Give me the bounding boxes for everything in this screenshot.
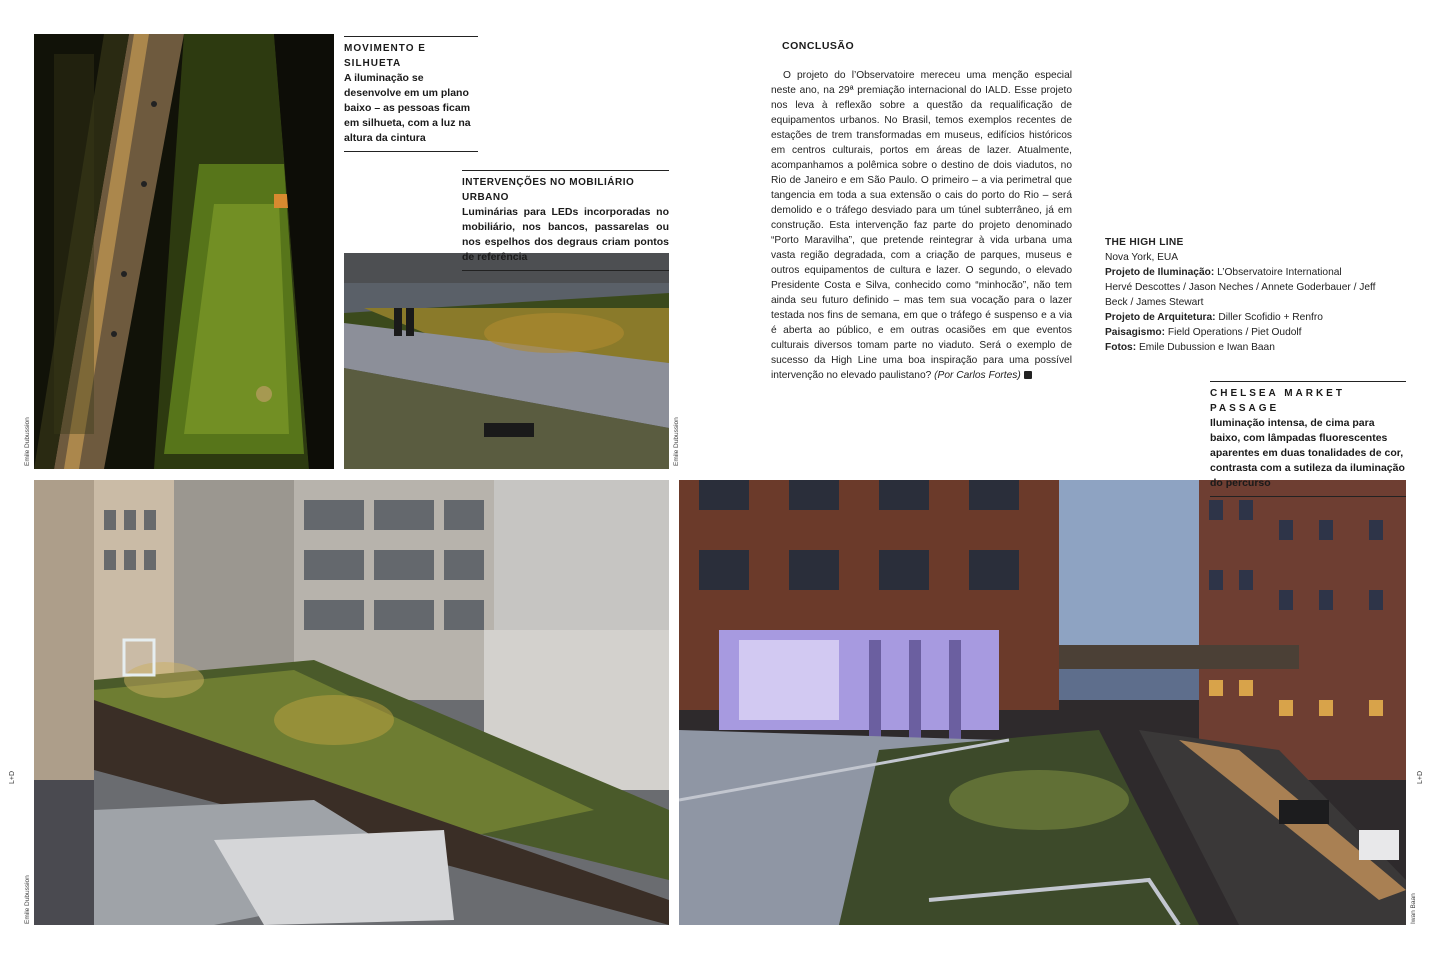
conclusao-body [771, 68, 1072, 383]
page-mark-left: L+D [9, 770, 17, 785]
conclusao-text: O projeto do l’Observatoire mereceu uma menção especial neste ano, na 29ª premiação internacional do IALD. Esse projeto nos leva à reflexão sobre a questão da requalificação de equipamentos urbanos. No Brasil, temos exemplos recentes de estações de trem transformadas em museus, edifícios históricos em centros culturais, portos em áreas de lazer. Atualmente, acompanhamos a polêmica sobre o destino de dois viadutos, no Rio de Janeiro e em São Paulo. O primeiro – a via perimetral que tangencia em toda a sua extensão o cais do porto do Rio – será demolido e o tráfego desviado para um túnel subterrâneo, já em construção. Esta intervenção faz parte do projeto denominado “Porto Maravilha”, que pretende reintegrar à vida urbana uma vasta região degradada, com a criação de parques, museus e outros equipamentos de cultura e lazer. O segundo, o elevado Presidente Costa e Silva, conhecido como “minhocão”, não tem ainda seu futuro definido – mas tem sua vocação para o lazer testada nos fins de semana, em que o tráfego é suspenso e a via é aberta ao público, e em outras ocasiões em que eventos culturais diversos tomam parte no viaduto. Será o exemplo de sucesso da High Line uma boa inspiração para uma possível intervenção no elevado paulistano? [771, 70, 1072, 381]
photo-credit-bottom-left: Emile Dubussion [24, 875, 31, 924]
credit-landscape-label: Paisagismo: [1105, 327, 1166, 338]
photo-elevated-park-art [34, 480, 669, 925]
caption-movimento [344, 36, 478, 152]
photo-chelsea-market-passage [679, 480, 1406, 925]
photo-aerial-walkway [34, 34, 334, 469]
page-mark-right: L+D [1417, 770, 1425, 785]
caption-chelsea-body: Iluminação intensa, de cima para baixo, com lâmpadas fluorescentes aparentes em duas tonalidades de cor, contrasta com a sutileza da iluminação do percurso [1210, 416, 1406, 497]
caption-chelsea [1210, 381, 1406, 497]
project-name: THE HIGH LINE [1105, 237, 1184, 248]
caption-movimento-title: MOVIMENTO E SILHUETA [344, 36, 478, 71]
photo-credit-top-left: Emile Dubussion [24, 417, 31, 466]
photo-boardwalk-art [344, 253, 669, 469]
photo-chelsea-market-passage-art [679, 480, 1406, 925]
conclusao-paragraph [771, 68, 1072, 383]
credit-lighting-label: Projeto de Iluminação: [1105, 267, 1215, 278]
credit-lighting [1105, 265, 1385, 280]
photo-elevated-park [34, 480, 669, 925]
credit-architecture-value: Diller Scofidio + Renfro [1218, 312, 1323, 323]
credit-landscape-value: Field Operations / Piet Oudolf [1167, 327, 1302, 338]
caption-intervencoes [462, 170, 669, 271]
credit-photos-value: Emile Dubussion e Iwan Baan [1138, 342, 1275, 353]
credit-architecture [1105, 310, 1385, 325]
caption-intervencoes-body: Luminárias para LEDs incorporadas no mobiliário, nos bancos, passarelas ou nos espelhos dos degraus criam pontos de referência [462, 205, 669, 271]
project-location: Nova York, EUA [1105, 252, 1179, 263]
credit-lighting-value: L’Observatoire International [1217, 267, 1342, 278]
photo-boardwalk [344, 253, 669, 469]
photo-credit-bottom-right: Iwan Baan [1410, 893, 1417, 924]
credit-architecture-label: Projeto de Arquitetura: [1105, 312, 1216, 323]
credit-landscape [1105, 325, 1385, 340]
credit-photos [1105, 340, 1385, 355]
conclusao-author: (Por Carlos Fortes) [934, 370, 1021, 381]
photo-aerial-walkway-art [34, 34, 334, 469]
caption-movimento-body: A iluminação se desenvolve em um plano baixo – as pessoas ficam em silhueta, com a luz na altura da cintura [344, 71, 478, 152]
photo-credit-top-mid: Emile Dubussion [673, 417, 680, 466]
caption-chelsea-title: CHELSEA MARKET PASSAGE [1210, 381, 1406, 416]
conclusao-title: CONCLUSÃO [782, 40, 855, 52]
caption-intervencoes-title: INTERVENÇÕES NO MOBILIÁRIO URBANO [462, 170, 669, 205]
credit-photos-label: Fotos: [1105, 342, 1137, 353]
credit-lighting-team: Hervé Descottes / Jason Neches / Annete Goderbauer / Jeff Beck / James Stewart [1105, 282, 1376, 308]
project-credits [1105, 235, 1385, 355]
end-of-article-icon [1024, 371, 1032, 379]
